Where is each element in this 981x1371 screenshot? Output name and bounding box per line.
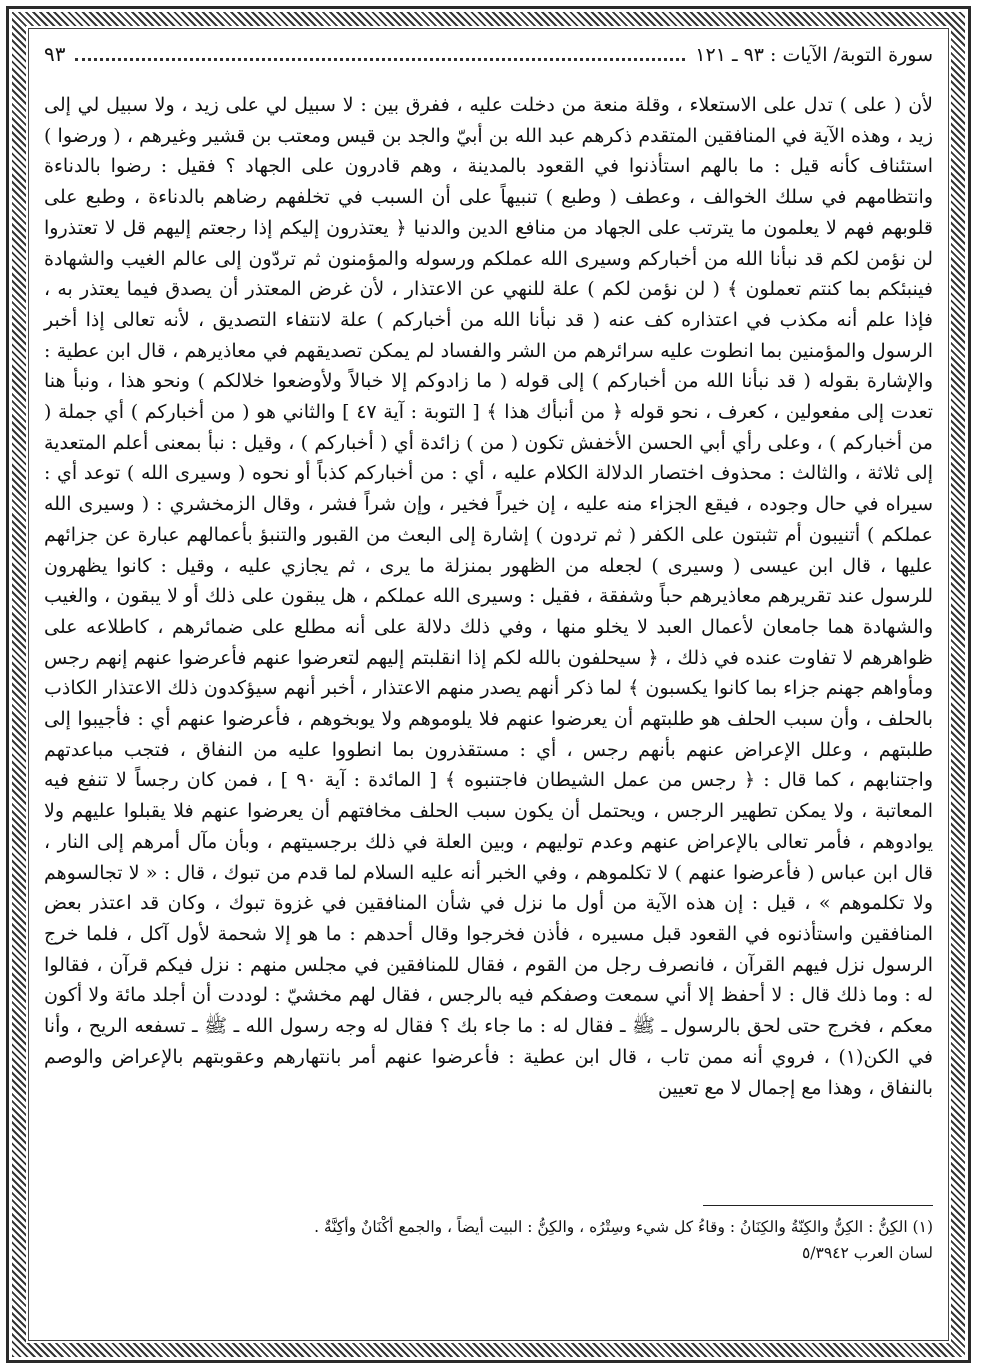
running-title: سورة التوبة/ الآيات : ٩٣ ـ ١٢١ xyxy=(695,44,933,66)
footnote-source: لسان العرب ٥/٣٩٤٢ xyxy=(801,1244,933,1262)
document-page xyxy=(44,42,933,1322)
page-number: ٩٣ xyxy=(44,42,66,66)
footnote-1: (١) الكِنُّ : الكِنُّ والكِنّةُ والكِنَانُ : وقاءُ كل شيء وسِتْرُه ، والكِنُّ : البيت أيضاً ، والجمع أكْنَانٌ وأكِنَّةٌ . xyxy=(314,1218,933,1236)
page-header xyxy=(44,42,933,78)
footnote-separator xyxy=(703,1205,933,1206)
footnotes xyxy=(44,1214,933,1266)
body-text xyxy=(44,90,933,1103)
header-dot-leader xyxy=(75,48,685,61)
body-paragraph: لأن ( على ) تدل على الاستعلاء ، وقلة منعة من دخلت عليه ، ففرق بين : لا سبيل لي على زيد ، ولا سبيل لي إلى زيد ، وهذه الآية في المنافقين المتقدم ذكرهم عبد الله بن أبيّ والجد بن قيس ومعتب بن قشير وغيرهم ، ( ورضوا ) استئناف كأنه قيل : ما بالهم استأذنوا في القعود بالمدينة ، وهم قادرون على الجهاد ؟ فقيل : رضوا بالدناءة وانتظامهم في سلك الخوالف ، وعطف ( وطبع ) تنبيهاً على أن السبب في تخلفهم رضاهم بالدناءة ، وطبع على قلوبهم فهم لا يعلمون ما يترتب على الجهاد من منافع الدين والدنيا ﴿ يعتذرون إليكم إذا رجعتم إليهم قل لا تعتذروا لن نؤمن لكم قد نبأنا الله من أخباركم وسيرى الله عملكم ورسوله والمؤمنون ثم تردّون إلى عالم الغيب والشهادة فينبئكم بما كنتم تعملون ﴾ ( لن نؤمن لكم ) علة للنهي عن الاعتذار ، لأن غرض المعتذر أن يصدق فيما يعتذر به ، فإذا علم أنه مكذب في اعتذاره كف عنه ( قد نبأنا الله من أخباركم ) علة لانتفاء التصديق ، لأنه تعالى إذا أخبر الرسول والمؤمنين بما انطوت عليه سرائرهم من الشر والفساد لم يمكن تصديقهم في معاذيرهم ، قال ابن عطية : والإشارة بقوله ( قد نبأنا الله من أخباركم ) إلى قوله ( ما زادوكم إلا خبالاً ولأوضعوا خلالكم ) ونحو هذا ، ونبأ هنا تعدت إلى مفعولين ، كعرف ، نحو قوله ﴿ من أنبأك هذا ﴾ [ التوبة : آية ٤٧ ] والثاني هو ( من أخباركم ) أي جملة ( من أخباركم ) ، وعلى رأي أبي الحسن الأخفش تكون ( من ) زائدة أي ( أخباركم ) ، وقيل : نبأ بمعنى أعلم المتعدية إلى ثلاثة ، والثالث : محذوف اختصار الدلالة الكلام عليه ، أي : من أخباركم كذباً أو نحوه ( وسيرى الله ) توعد أي : سيراه في حال وجوده ، فيقع الجزاء منه عليه ، إن خيراً فخير ، وإن شراً فشر ، وقال الزمخشري : ( وسيرى الله عملكم ) أتنيبون أم تثبتون على الكفر ( ثم تردون ) إشارة إلى البعث من القبور والتنبؤ بأعمالهم عبارة عن جزائهم عليها ، قال ابن عيسى ( وسيرى ) لجعله من الظهور بمنزلة ما يرى ، ثم يجازي عليه ، وقيل : كانوا يظهرون للرسول عند تقريرهم معاذيرهم حباً وشفقة ، فقيل : وسيرى الله عملكم ، هل يبقون على ذلك أو لا يبقون ، والغيب والشهادة هما جامعان لأعمال العبد لا يخلو منها ، وفي ذلك دلالة على أنه مطلع على ضمائرهم ، كاطلاعه على ظواهرهم لا تفاوت عنده في ذلك ، ﴿ سيحلفون بالله لكم إذا انقلبتم إليهم لتعرضوا عنهم فأعرضوا عنهم إنهم رجس ومأواهم جهنم جزاء بما كانوا يكسبون ﴾ لما ذكر أنهم يصدر منهم الاعتذار ، أخبر أنهم سيؤكدون ذلك الاعتذار الكاذب بالحلف ، وأن سبب الحلف هو طلبتهم أن يعرضوا عنهم فلا يلوموهم ولا يوبخوهم ، فأعرضوا عنهم أي : فأجيبوا إلى طلبتهم ، وعلل الإعراض عنهم بأنهم رجس ، أي : مستقذرون بما انطووا عليه من النفاق ، فتجب مباعدتهم واجتنابهم ، كما قال : ﴿ رجس من عمل الشيطان فاجتنبوه ﴾ [ المائدة : آية ٩٠ ] ، فمن كان رجساً لا تنفع فيه المعاتبة ، ولا يمكن تطهير الرجس ، ويحتمل أن يكون سبب الحلف مخافتهم أن يعرضوا عنهم فلا يقبلوا عليهم ولا يوادوهم ، فأمر تعالى بالإعراض عنهم وعدم توليهم ، وبين العلة في ذلك برجسيتهم ، وبأن مآل أمرهم إلى النار ، قال ابن عباس ( فأعرضوا عنهم ) لا تكلموهم ، وفي الخبر أنه عليه السلام لما قدم من تبوك ، قال : « لا تجالسوهم ولا تكلموهم » ، قيل : إن هذه الآية من أول ما نزل في شأن المنافقين في غزوة تبوك ، وكان قد اعتذر بعض المنافقين واستأذنوه في القعود قبل مسيره ، فأذن فخرجوا وقال أحدهم : ما هو إلا شحمة لأول آكل ، فلما خرج الرسول نزل فيهم القرآن ، فانصرف رجل من القوم ، فقال للمنافقين في مجلس منهم : نزل فيكم قرآن ، فقالوا له : وما ذلك قال : لا أحفظ إلا أني سمعت وصفكم فيه بالرجس ، فقال لهم مخشيّ : لوددت أن أجلد مائة ولا أكون معكم ، فخرج حتى لحق بالرسول ـ ﷺ ـ فقال له : ما جاء بك ؟ فقال له وجه رسول الله ـ ﷺ ـ تسفعه الريح ، وأنا في الكن(١) ، فروي أنه ممن تاب ، قال ابن عطية : فأعرضوا عنهم أمر بانتهارهم وعقوبتهم بالإعراض والوصم بالنفاق ، وهذا مع إجمال لا مع تعيين xyxy=(44,94,933,1099)
